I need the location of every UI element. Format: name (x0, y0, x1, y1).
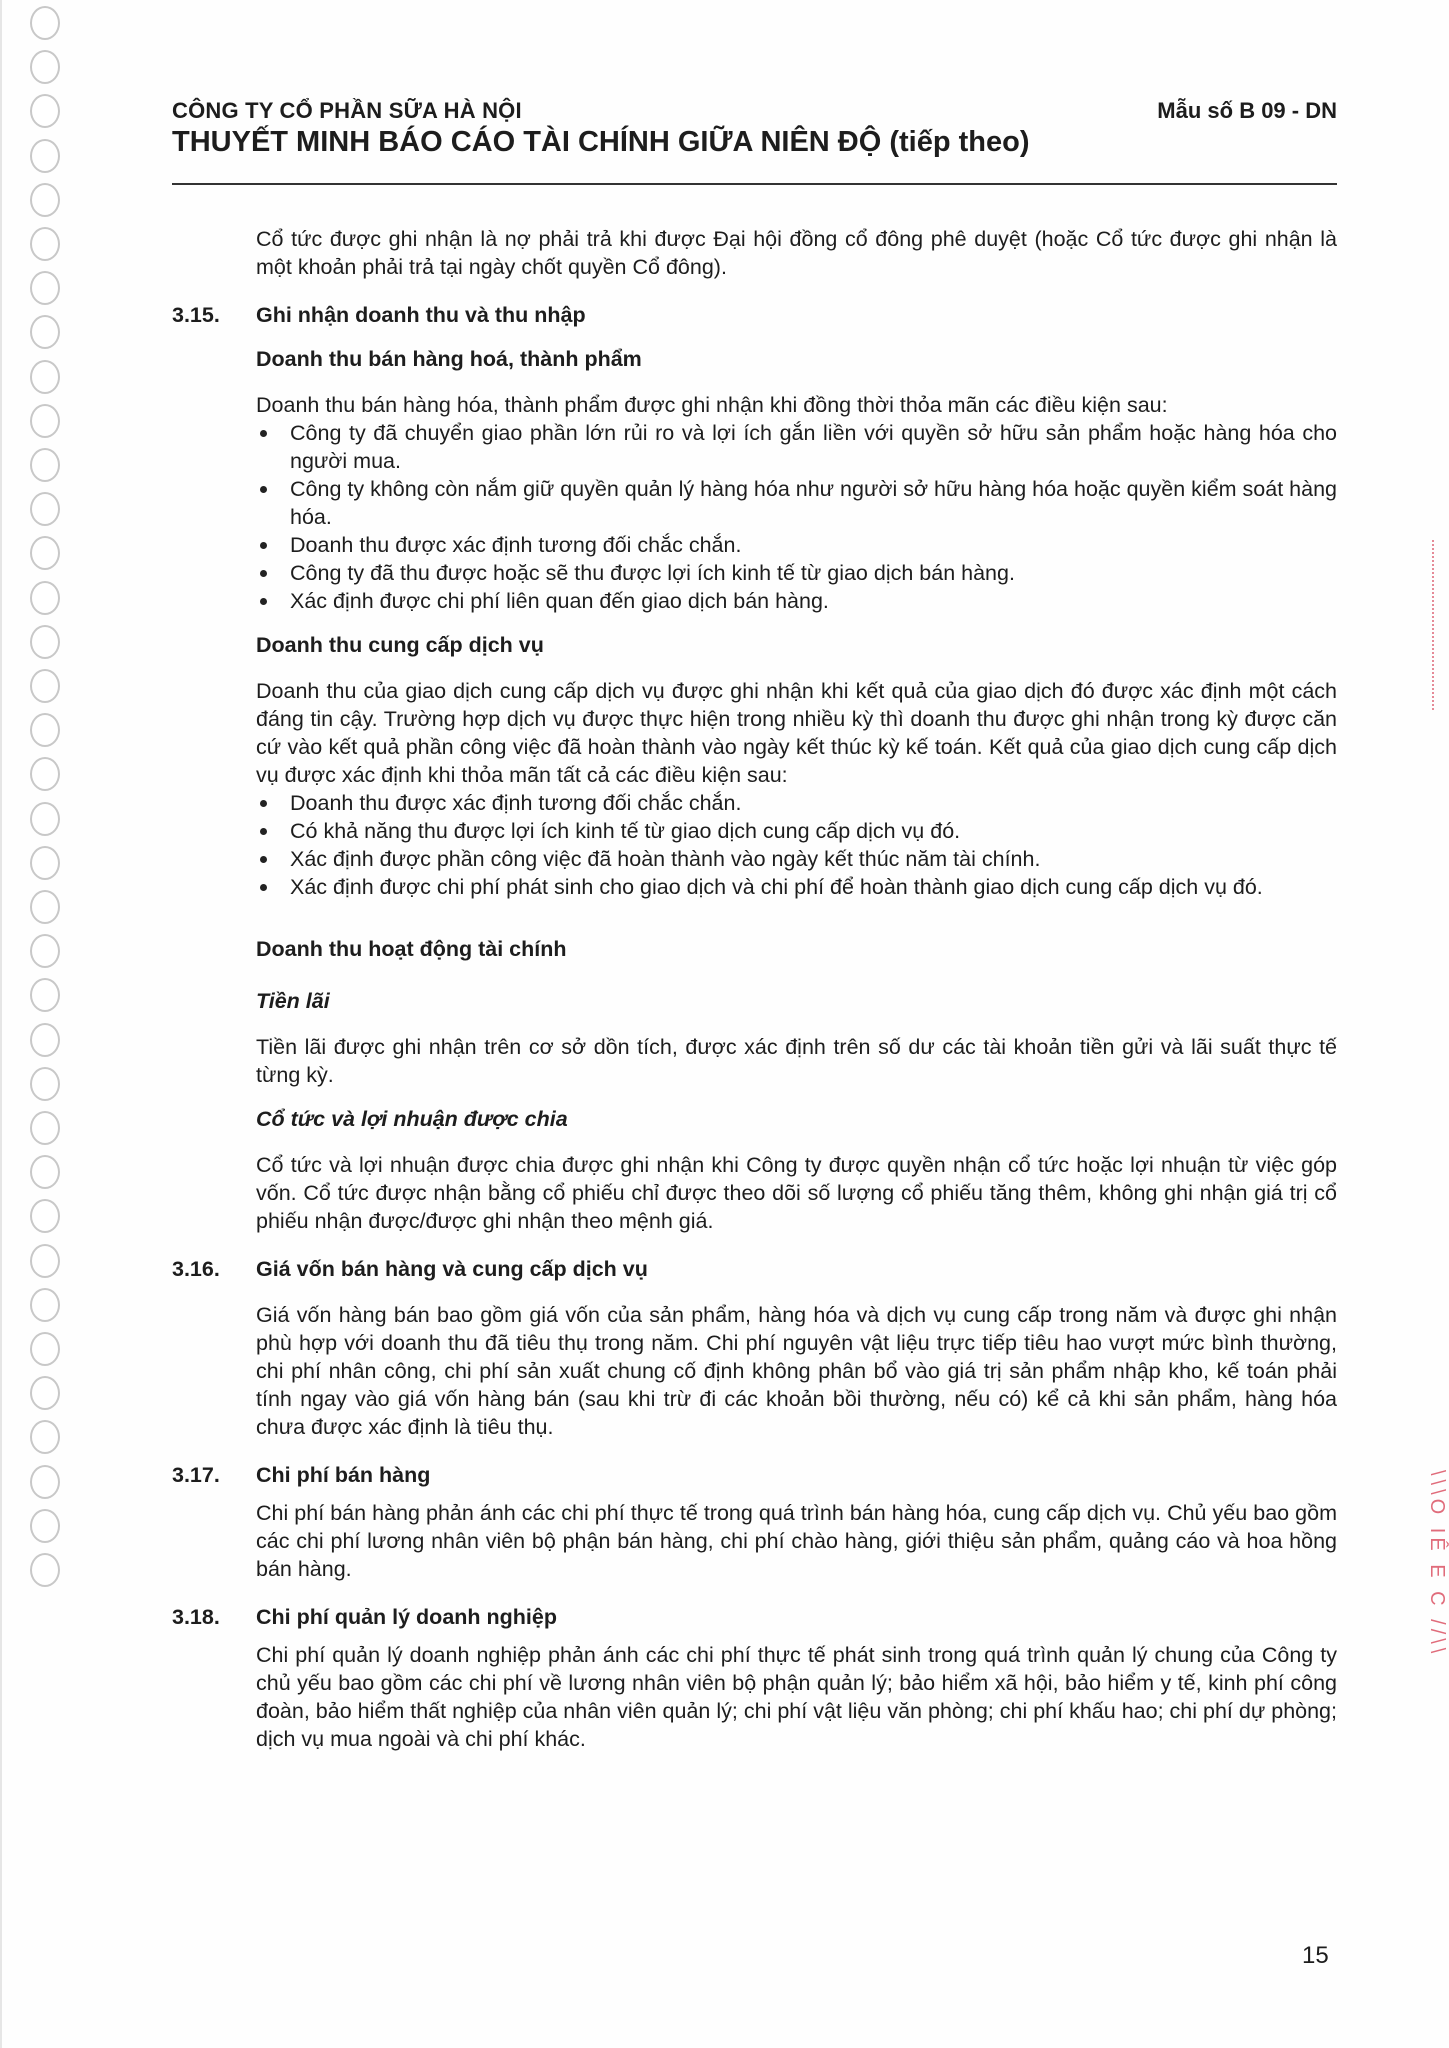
list-item: Công ty đã chuyển giao phần lớn rủi ro và lợi ích gắn liền với quyền sở hữu sản phẩm hoặc hàng hóa cho người mua. (256, 419, 1337, 475)
binder-hole (30, 94, 60, 128)
intro-paragraph: Cổ tức được ghi nhận là nợ phải trả khi được Đại hội đồng cổ đông phê duyệt (hoặc Cổ tức được ghi nhận là một khoản phải trả tại ngày chốt quyền Cổ đông). (256, 227, 1337, 279)
list-item: Có khả năng thu được lợi ích kinh tế từ giao dịch cung cấp dịch vụ đó. (256, 817, 1337, 845)
section-title: Giá vốn bán hàng và cung cấp dịch vụ (256, 1257, 648, 1281)
admin-expense-paragraph: Chi phí quản lý doanh nghiệp phản ánh các chi phí thực tế phát sinh trong quá trình quản lý chung của Công ty chủ yếu bao gồm các chi phí về lương nhân viên bộ phận quản lý; bảo hiểm xã hội, bảo hiểm y tế, kinh phí công đoàn, bảo hiểm thất nghiệp của nhân viên quản lý; chi phí vật liệu văn phòng; chi phí khấu hao; chi phí dự phòng; dịch vụ mua ngoài và chi phí khác. (256, 1643, 1337, 1751)
list-item: Doanh thu được xác định tương đối chắc chắn. (256, 789, 1337, 817)
binder-hole (30, 227, 60, 261)
document-body (172, 225, 1337, 1753)
binder-hole (30, 6, 60, 40)
section-3-15-heading (172, 301, 1337, 329)
goods-revenue-intro: Doanh thu bán hàng hóa, thành phẩm được ghi nhận khi đồng thời thỏa mãn các điều kiện sau: (256, 393, 1168, 417)
binder-hole (30, 404, 60, 438)
binder-hole (30, 1509, 60, 1543)
goods-conditions-list (256, 419, 1337, 615)
binder-hole (30, 1288, 60, 1322)
section-3-18-heading (172, 1603, 1337, 1631)
section-number: 3.16. (172, 1257, 220, 1281)
binder-hole (30, 1067, 60, 1101)
binder-hole (30, 625, 60, 659)
binder-hole (30, 757, 60, 791)
document-title: THUYẾT MINH BÁO CÁO TÀI CHÍNH GIỮA NIÊN ĐỘ (tiếp theo) (172, 126, 1030, 158)
section-title: Ghi nhận doanh thu và thu nhập (256, 303, 586, 327)
binder-hole (30, 448, 60, 482)
service-revenue-title: Doanh thu cung cấp dịch vụ (256, 633, 544, 657)
binder-hole (30, 183, 60, 217)
service-revenue-intro: Doanh thu của giao dịch cung cấp dịch vụ được ghi nhận khi kết quả của giao dịch đó được xác định một cách đáng tin cậy. Trường hợp dịch vụ được thực hiện trong nhiều kỳ thì doanh thu được ghi nhận trong kỳ được căn cứ vào kết quả phần công việc đã hoàn thành vào ngày kết thúc kỳ kế toán. Kết quả của giao dịch cung cấp dịch vụ được xác định khi thỏa mãn tất cả các điều kiện sau: (256, 679, 1337, 787)
binder-hole (30, 581, 60, 615)
page-header (172, 98, 1337, 159)
section-3-16-heading (172, 1255, 1337, 1283)
binder-hole (30, 360, 60, 394)
section-3-17-heading (172, 1461, 1337, 1489)
red-stamp-fragment: \\\O IÊ E C //\\ (1426, 1470, 1448, 1658)
form-number: Mẫu số B 09 - DN (1157, 98, 1337, 123)
page-number: 15 (1302, 1942, 1329, 1969)
cogs-paragraph: Giá vốn hàng bán bao gồm giá vốn của sản phẩm, hàng hóa và dịch vụ cung cấp trong năm và được ghi nhận phù hợp với doanh thu đã tiêu thụ trong năm. Chi phí nguyên vật liệu trực tiếp tiêu hao vượt mức bình thường, chi phí nhân công, chi phí sản xuất chung cố định không phân bổ vào giá trị sản phẩm nhập kho, kế toán phải tính ngay vào giá vốn hàng bán (sau khi trừ đi các khoản bồi thường, nếu có) kể cả khi sản phẩm, hàng hóa chưa được xác định là tiêu thụ. (256, 1303, 1337, 1439)
binder-holes (26, 0, 66, 2048)
service-conditions-list (256, 789, 1337, 901)
interest-paragraph: Tiền lãi được ghi nhận trên cơ sở dồn tích, được xác định trên số dư các tài khoản tiền gửi và lãi suất thực tế từng kỳ. (256, 1035, 1337, 1087)
binder-hole (30, 271, 60, 305)
binder-hole (30, 50, 60, 84)
goods-revenue-title: Doanh thu bán hàng hoá, thành phẩm (256, 347, 642, 371)
binder-hole (30, 1332, 60, 1366)
selling-expense-paragraph: Chi phí bán hàng phản ánh các chi phí thực tế trong quá trình bán hàng hóa, cung cấp dịch vụ. Chủ yếu bao gồm các chi phí lương nhân viên bộ phận bán hàng, chi phí chào hàng, giới thiệu sản phẩm, quảng cáo và hoa hồng bán hàng. (256, 1501, 1337, 1581)
binder-hole (30, 802, 60, 836)
binder-hole (30, 713, 60, 747)
section-number: 3.17. (172, 1463, 220, 1487)
binder-hole (30, 1553, 60, 1587)
list-item: Doanh thu được xác định tương đối chắc chắn. (256, 531, 1337, 559)
list-item: Xác định được chi phí liên quan đến giao dịch bán hàng. (256, 587, 1337, 615)
list-item: Công ty không còn nắm giữ quyền quản lý hàng hóa như người sở hữu hàng hóa hoặc quyền kiểm soát hàng hóa. (256, 475, 1337, 531)
binder-hole (30, 315, 60, 349)
section-title: Chi phí quản lý doanh nghiệp (256, 1605, 557, 1629)
binder-hole (30, 1244, 60, 1278)
section-number: 3.18. (172, 1605, 220, 1629)
binder-hole (30, 978, 60, 1012)
binder-hole (30, 934, 60, 968)
binder-hole (30, 1155, 60, 1189)
binder-hole (30, 536, 60, 570)
list-item: Xác định được chi phí phát sinh cho giao dịch và chi phí để hoàn thành giao dịch cung cấp dịch vụ đó. (256, 873, 1337, 901)
stamp-edge-mark (1432, 540, 1449, 710)
section-title: Chi phí bán hàng (256, 1463, 431, 1487)
binder-hole (30, 669, 60, 703)
financial-revenue-title: Doanh thu hoạt động tài chính (256, 937, 567, 961)
binder-hole (30, 1465, 60, 1499)
interest-title: Tiền lãi (256, 989, 330, 1013)
header-rule (172, 183, 1337, 185)
binder-hole (30, 1376, 60, 1410)
binder-hole (30, 846, 60, 880)
dividend-paragraph: Cổ tức và lợi nhuận được chia được ghi nhận khi Công ty được quyền nhận cổ tức hoặc lợi nhuận từ việc góp vốn. Cổ tức được nhận bằng cổ phiếu chỉ được theo dõi số lượng cổ phiếu tăng thêm, không ghi nhận giá trị cổ phiếu nhận được/được ghi nhận theo mệnh giá. (256, 1153, 1337, 1233)
binder-hole (30, 492, 60, 526)
binder-hole (30, 1199, 60, 1233)
page-edge (0, 0, 2, 2048)
binder-hole (30, 1111, 60, 1145)
binder-hole (30, 1023, 60, 1057)
binder-hole (30, 1420, 60, 1454)
company-name: CÔNG TY CỔ PHẦN SỮA HÀ NỘI (172, 98, 522, 123)
list-item: Xác định được phần công việc đã hoàn thành vào ngày kết thúc năm tài chính. (256, 845, 1337, 873)
binder-hole (30, 890, 60, 924)
list-item: Công ty đã thu được hoặc sẽ thu được lợi ích kinh tế từ giao dịch bán hàng. (256, 559, 1337, 587)
section-number: 3.15. (172, 303, 220, 327)
dividend-title: Cổ tức và lợi nhuận được chia (256, 1107, 568, 1131)
binder-hole (30, 139, 60, 173)
